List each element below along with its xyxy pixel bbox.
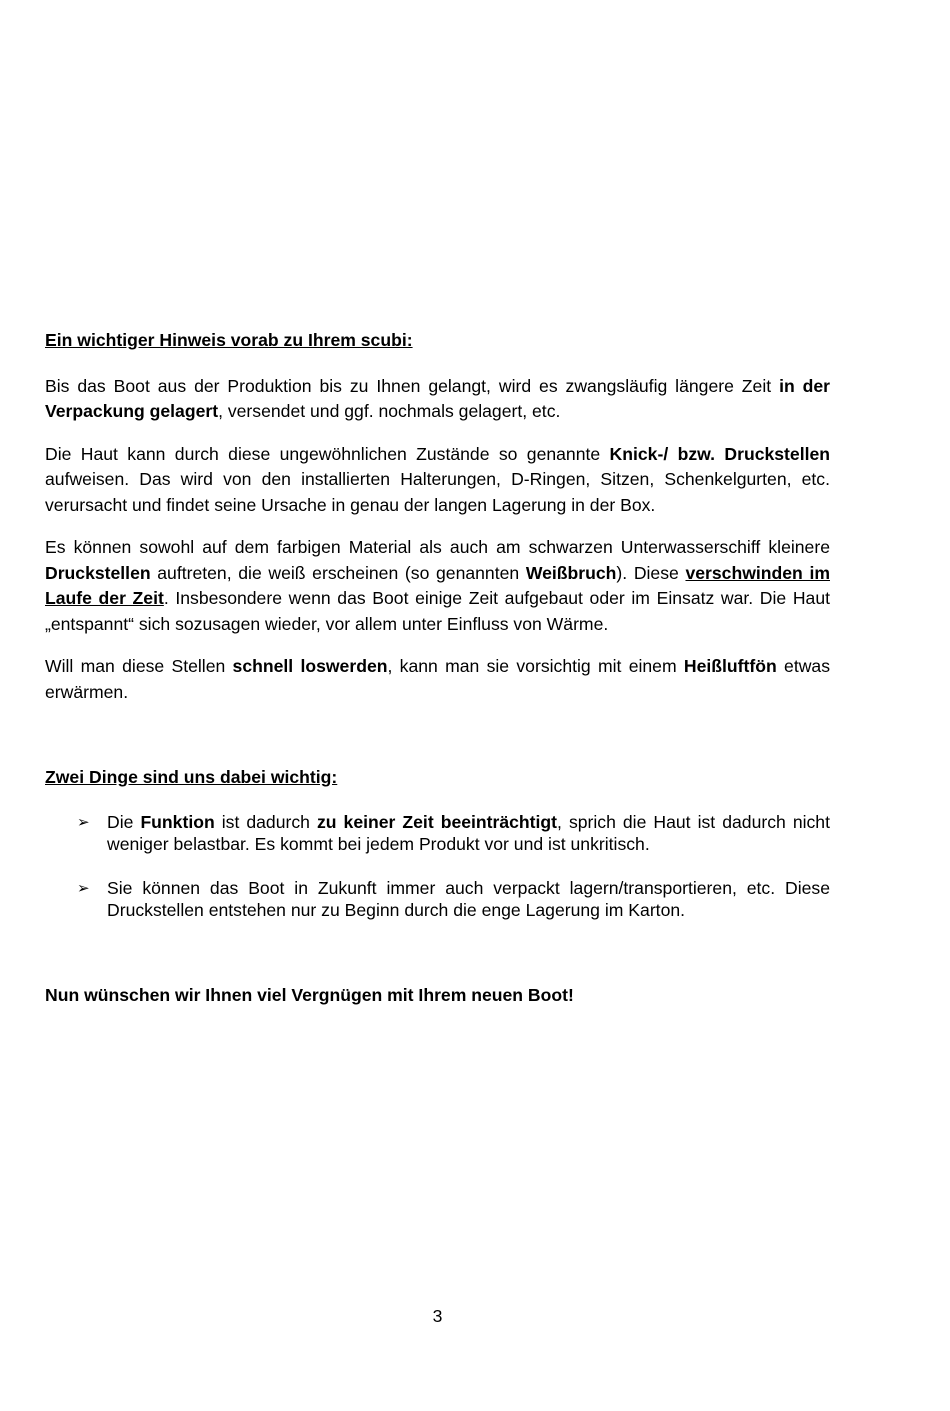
text-run: , versendet und ggf. nochmals gelagert, etc. — [218, 401, 561, 421]
paragraph-pressure-marks — [45, 442, 830, 519]
paragraph-packaging — [45, 374, 830, 425]
bold-run: Heißluftfön — [683, 656, 777, 676]
text-run: . Insbesondere wenn das Boot einige Zeit aufgebaut oder im Einsatz war. Die Haut „entspannt“ sich sozusagen wieder, vor allem unter Einfluss von Wärme. — [45, 588, 831, 634]
bold-run: schnell loswerden — [232, 656, 388, 676]
text-run: Die Haut kann durch diese ungewöhnlichen Zustände so genannte — [45, 443, 610, 464]
text-run: aufweisen. Das wird von den installierten Halterungen, D-Ringen, Sitzen, Schenkelgurten, etc. verursacht und findet seine Ursache in genau der langen Lagerung in der Box. — [45, 469, 830, 515]
arrow-bullet-icon: ➢ — [77, 878, 90, 897]
closing-line: Nun wünschen wir Ihnen viel Vergnügen mit Ihrem neuen Boot! — [45, 984, 574, 1005]
bold-run: Knick-/ bzw. Druckstellen — [609, 443, 830, 464]
list-item — [45, 877, 830, 921]
text-run: ist dadurch — [214, 811, 317, 832]
bold-underline-run: verschwinden im Laufe der Zeit — [45, 562, 830, 608]
list-item — [45, 811, 830, 855]
bold-run: Weißbruch — [525, 562, 617, 583]
text-run: ). Diese — [616, 562, 686, 583]
text-run: Will man diese Stellen — [45, 656, 233, 676]
text-run: Sie können das Boot in Zukunft immer auch verpackt lagern/transportieren, etc. Diese Druckstellen entstehen nur zu Beginn durch die enge Lagerung im Karton. — [107, 877, 830, 920]
text-run: Bis das Boot aus der Produktion bis zu Ihnen gelangt, wird es zwangsläufig längere Zeit — [45, 375, 780, 396]
document-body — [45, 328, 830, 1008]
section-heading-important: Zwei Dinge sind uns dabei wichtig: — [45, 767, 338, 787]
text-run: , kann man sie vorsichtig mit einem — [387, 656, 684, 676]
page-number: 3 — [432, 1306, 443, 1326]
arrow-bullet-icon: ➢ — [77, 812, 90, 831]
bullet-list — [45, 811, 830, 921]
bold-run: Funktion — [140, 811, 215, 832]
paragraph-white-break — [45, 535, 830, 637]
text-run: auftreten, die weiß erscheinen (so genannten — [150, 562, 526, 583]
bold-run: in der Verpackung gelagert — [45, 375, 831, 421]
bold-run: zu keiner Zeit beeinträchtigt — [316, 811, 558, 832]
text-run: etwas erwärmen. — [45, 656, 830, 702]
text-run: Die — [107, 811, 141, 832]
text-run: Es können sowohl auf dem farbigen Material als auch am schwarzen Unterwasserschiff kleinere — [45, 537, 830, 557]
text-run: , sprich die Haut ist dadurch nicht weniger belastbar. Es kommt bei jedem Produkt vor und ist unkritisch. — [107, 811, 830, 854]
paragraph-heat-gun — [45, 654, 830, 705]
bold-run: Druckstellen — [45, 562, 151, 583]
section-heading-notice: Ein wichtiger Hinweis vorab zu Ihrem scubi: — [45, 330, 413, 350]
